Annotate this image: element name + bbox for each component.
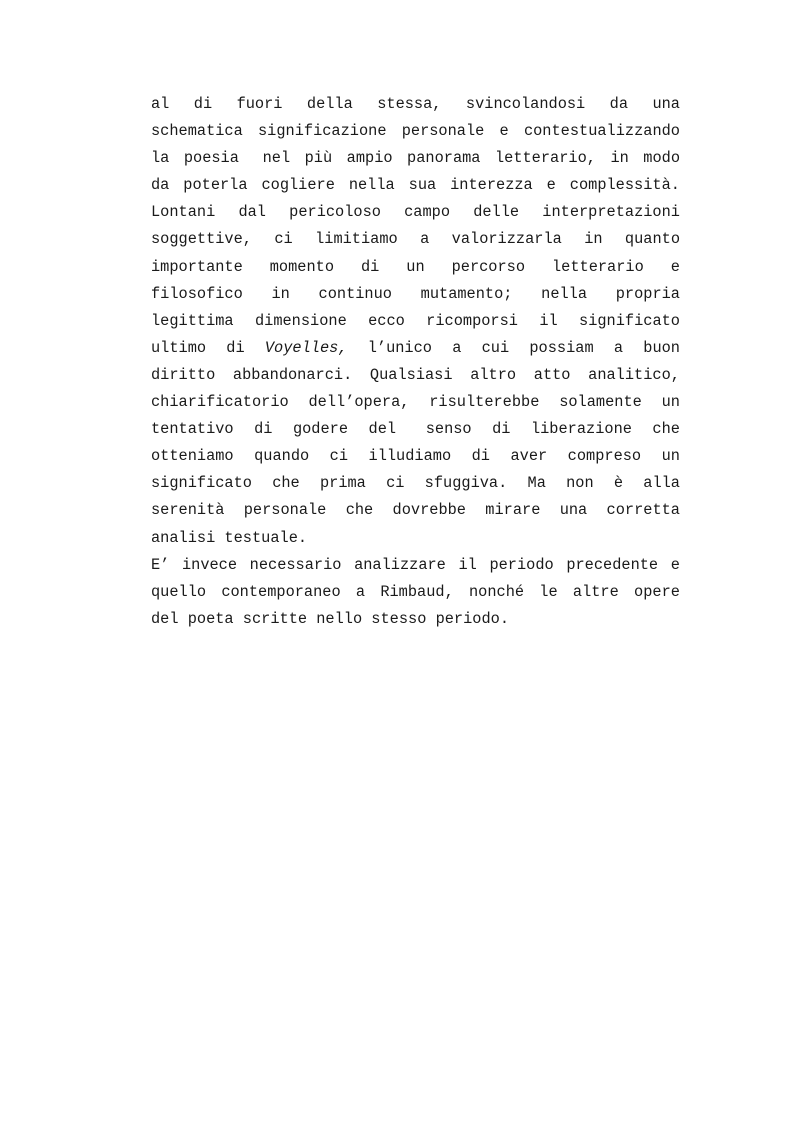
word: soggettive,: [151, 230, 252, 249]
word: svincolandosi: [465, 95, 586, 113]
word: prima: [319, 474, 366, 493]
word: momento: [269, 257, 335, 276]
word: delle: [473, 203, 520, 222]
word: E’: [151, 555, 170, 574]
word: opere: [634, 582, 680, 601]
text-line-last: analisi testuale.: [151, 528, 308, 547]
word: la: [151, 149, 170, 168]
word: campo: [404, 203, 451, 222]
word: il: [458, 555, 477, 574]
word: importante: [151, 257, 243, 276]
word: significazione: [258, 122, 387, 141]
word: analizzare: [354, 555, 446, 574]
word: e: [670, 257, 680, 276]
word: fuori: [236, 95, 283, 113]
word: serenità: [151, 501, 225, 520]
word: ecco: [368, 311, 405, 330]
word: Lontani: [151, 203, 216, 222]
word: poterla: [183, 176, 248, 195]
word: è: [613, 474, 624, 493]
text-line: [151, 335, 680, 362]
word: in: [271, 284, 290, 303]
word: ci: [386, 474, 405, 493]
word: invece: [181, 555, 238, 574]
word: filosofico: [151, 284, 243, 303]
text-line: [151, 497, 680, 524]
word: e: [499, 122, 509, 141]
word: cogliere: [261, 176, 335, 195]
word: e: [546, 176, 556, 195]
word: letterario,: [494, 149, 596, 168]
word: chiarificatorio: [151, 393, 289, 412]
word: significato: [151, 474, 252, 493]
word: abbandonarci.: [232, 365, 353, 384]
word: personale: [243, 501, 327, 520]
word: una: [559, 501, 588, 520]
word: della: [306, 95, 353, 113]
word: panorama: [407, 149, 481, 168]
word: e: [670, 555, 680, 574]
word: stessa,: [377, 95, 442, 113]
word: godere: [292, 420, 349, 439]
word: di: [226, 338, 245, 357]
word: più: [304, 149, 333, 168]
word: un: [661, 447, 680, 466]
word: che: [652, 420, 680, 439]
word: Voyelles,: [264, 338, 348, 357]
text-line: [151, 579, 680, 606]
word: Qualsiasi: [369, 365, 453, 384]
body-text: [151, 91, 680, 633]
text-line: [151, 389, 680, 416]
word: interpretazioni: [542, 203, 680, 222]
text-line-last: del poeta scritte nello stesso periodo.: [151, 609, 510, 628]
word: sua: [408, 176, 437, 195]
word: alla: [643, 474, 680, 493]
word: quanto: [624, 230, 680, 249]
word: quando: [254, 447, 310, 466]
word: ci: [329, 447, 349, 466]
word: propria: [615, 284, 680, 303]
word: al: [151, 95, 170, 113]
text-line: [151, 552, 680, 579]
text-line: [151, 145, 680, 172]
word: diritto: [151, 365, 216, 384]
text-line: [151, 362, 680, 389]
word: nella: [348, 176, 395, 195]
word: nonché: [468, 582, 525, 601]
word: possiam: [529, 338, 594, 357]
word: nel: [262, 149, 291, 168]
word: del: [368, 420, 406, 439]
word: legittima: [151, 311, 234, 330]
word: complessità.: [569, 176, 680, 195]
word: limitiamo: [315, 230, 398, 249]
word: ricomporsi: [426, 311, 518, 330]
text-line: [151, 199, 680, 226]
word: a: [613, 338, 624, 357]
word: di: [254, 420, 273, 439]
word: percorso: [451, 257, 526, 276]
word: a: [420, 230, 430, 249]
word: una: [652, 95, 680, 113]
word: modo: [643, 149, 680, 168]
word: contemporaneo: [221, 582, 341, 601]
text-line: [151, 226, 680, 253]
word: analitico,: [588, 365, 680, 384]
word: ultimo: [151, 338, 207, 357]
text-line: [151, 443, 680, 470]
word: a: [452, 338, 462, 357]
word: schematica: [151, 122, 243, 141]
word: otteniamo: [151, 447, 234, 466]
word: valorizzarla: [451, 230, 562, 249]
word: in: [584, 230, 603, 249]
word: Ma: [527, 474, 546, 493]
word: senso: [425, 420, 472, 439]
word: dimensione: [254, 311, 347, 330]
text-line: [151, 470, 680, 497]
word: che: [345, 501, 374, 520]
word: sfuggiva.: [424, 474, 508, 493]
word: il: [539, 311, 558, 330]
word: necessario: [249, 555, 342, 574]
word: di: [492, 420, 511, 439]
word: letterario: [551, 257, 644, 276]
word: ampio: [346, 149, 393, 168]
word: poesia: [183, 149, 249, 168]
word: buon: [643, 338, 680, 357]
word: dell’opera,: [308, 393, 410, 412]
word: corretta: [606, 501, 680, 520]
word: personale: [401, 122, 485, 141]
word: mirare: [485, 501, 541, 520]
word: significato: [579, 311, 680, 330]
word: quello: [151, 582, 207, 601]
word: altro: [470, 365, 517, 384]
word: contestualizzando: [523, 122, 680, 141]
word: tentativo: [151, 420, 234, 439]
word: continuo: [318, 284, 392, 303]
word: di: [193, 95, 213, 113]
word: un: [406, 257, 425, 276]
word: precedente: [566, 555, 659, 574]
word: nella: [541, 284, 588, 303]
word: periodo: [489, 555, 554, 574]
word: da: [609, 95, 629, 113]
word: interezza: [450, 176, 533, 195]
text-line: [151, 416, 680, 443]
word: altre: [572, 582, 619, 601]
text-line: [151, 91, 680, 118]
text-line: [151, 281, 680, 308]
word: in: [610, 149, 629, 168]
word: illudiamo: [368, 447, 452, 466]
word: dovrebbe: [392, 501, 466, 520]
word: le: [539, 582, 558, 601]
word: non: [566, 474, 594, 493]
word: di: [471, 447, 490, 466]
word: liberazione: [530, 420, 632, 439]
text-line: [151, 308, 680, 335]
word: risulterebbe: [429, 393, 540, 412]
word: atto: [533, 365, 571, 384]
word: di: [360, 257, 380, 276]
word: un: [661, 393, 680, 412]
word: cui: [481, 338, 510, 357]
text-line: [151, 254, 680, 281]
word: dal: [238, 203, 266, 222]
word: solamente: [559, 393, 642, 412]
word: a: [355, 582, 366, 601]
word: mutamento;: [420, 284, 513, 303]
text-line: [151, 118, 680, 145]
word: Rimbaud,: [380, 582, 454, 601]
word: compreso: [567, 447, 642, 466]
word: ci: [274, 230, 293, 249]
text-line: [151, 172, 680, 199]
word: che: [272, 474, 300, 493]
word: da: [151, 176, 170, 195]
word: l’unico: [367, 338, 432, 357]
word: pericoloso: [289, 203, 381, 222]
word: aver: [510, 447, 548, 466]
